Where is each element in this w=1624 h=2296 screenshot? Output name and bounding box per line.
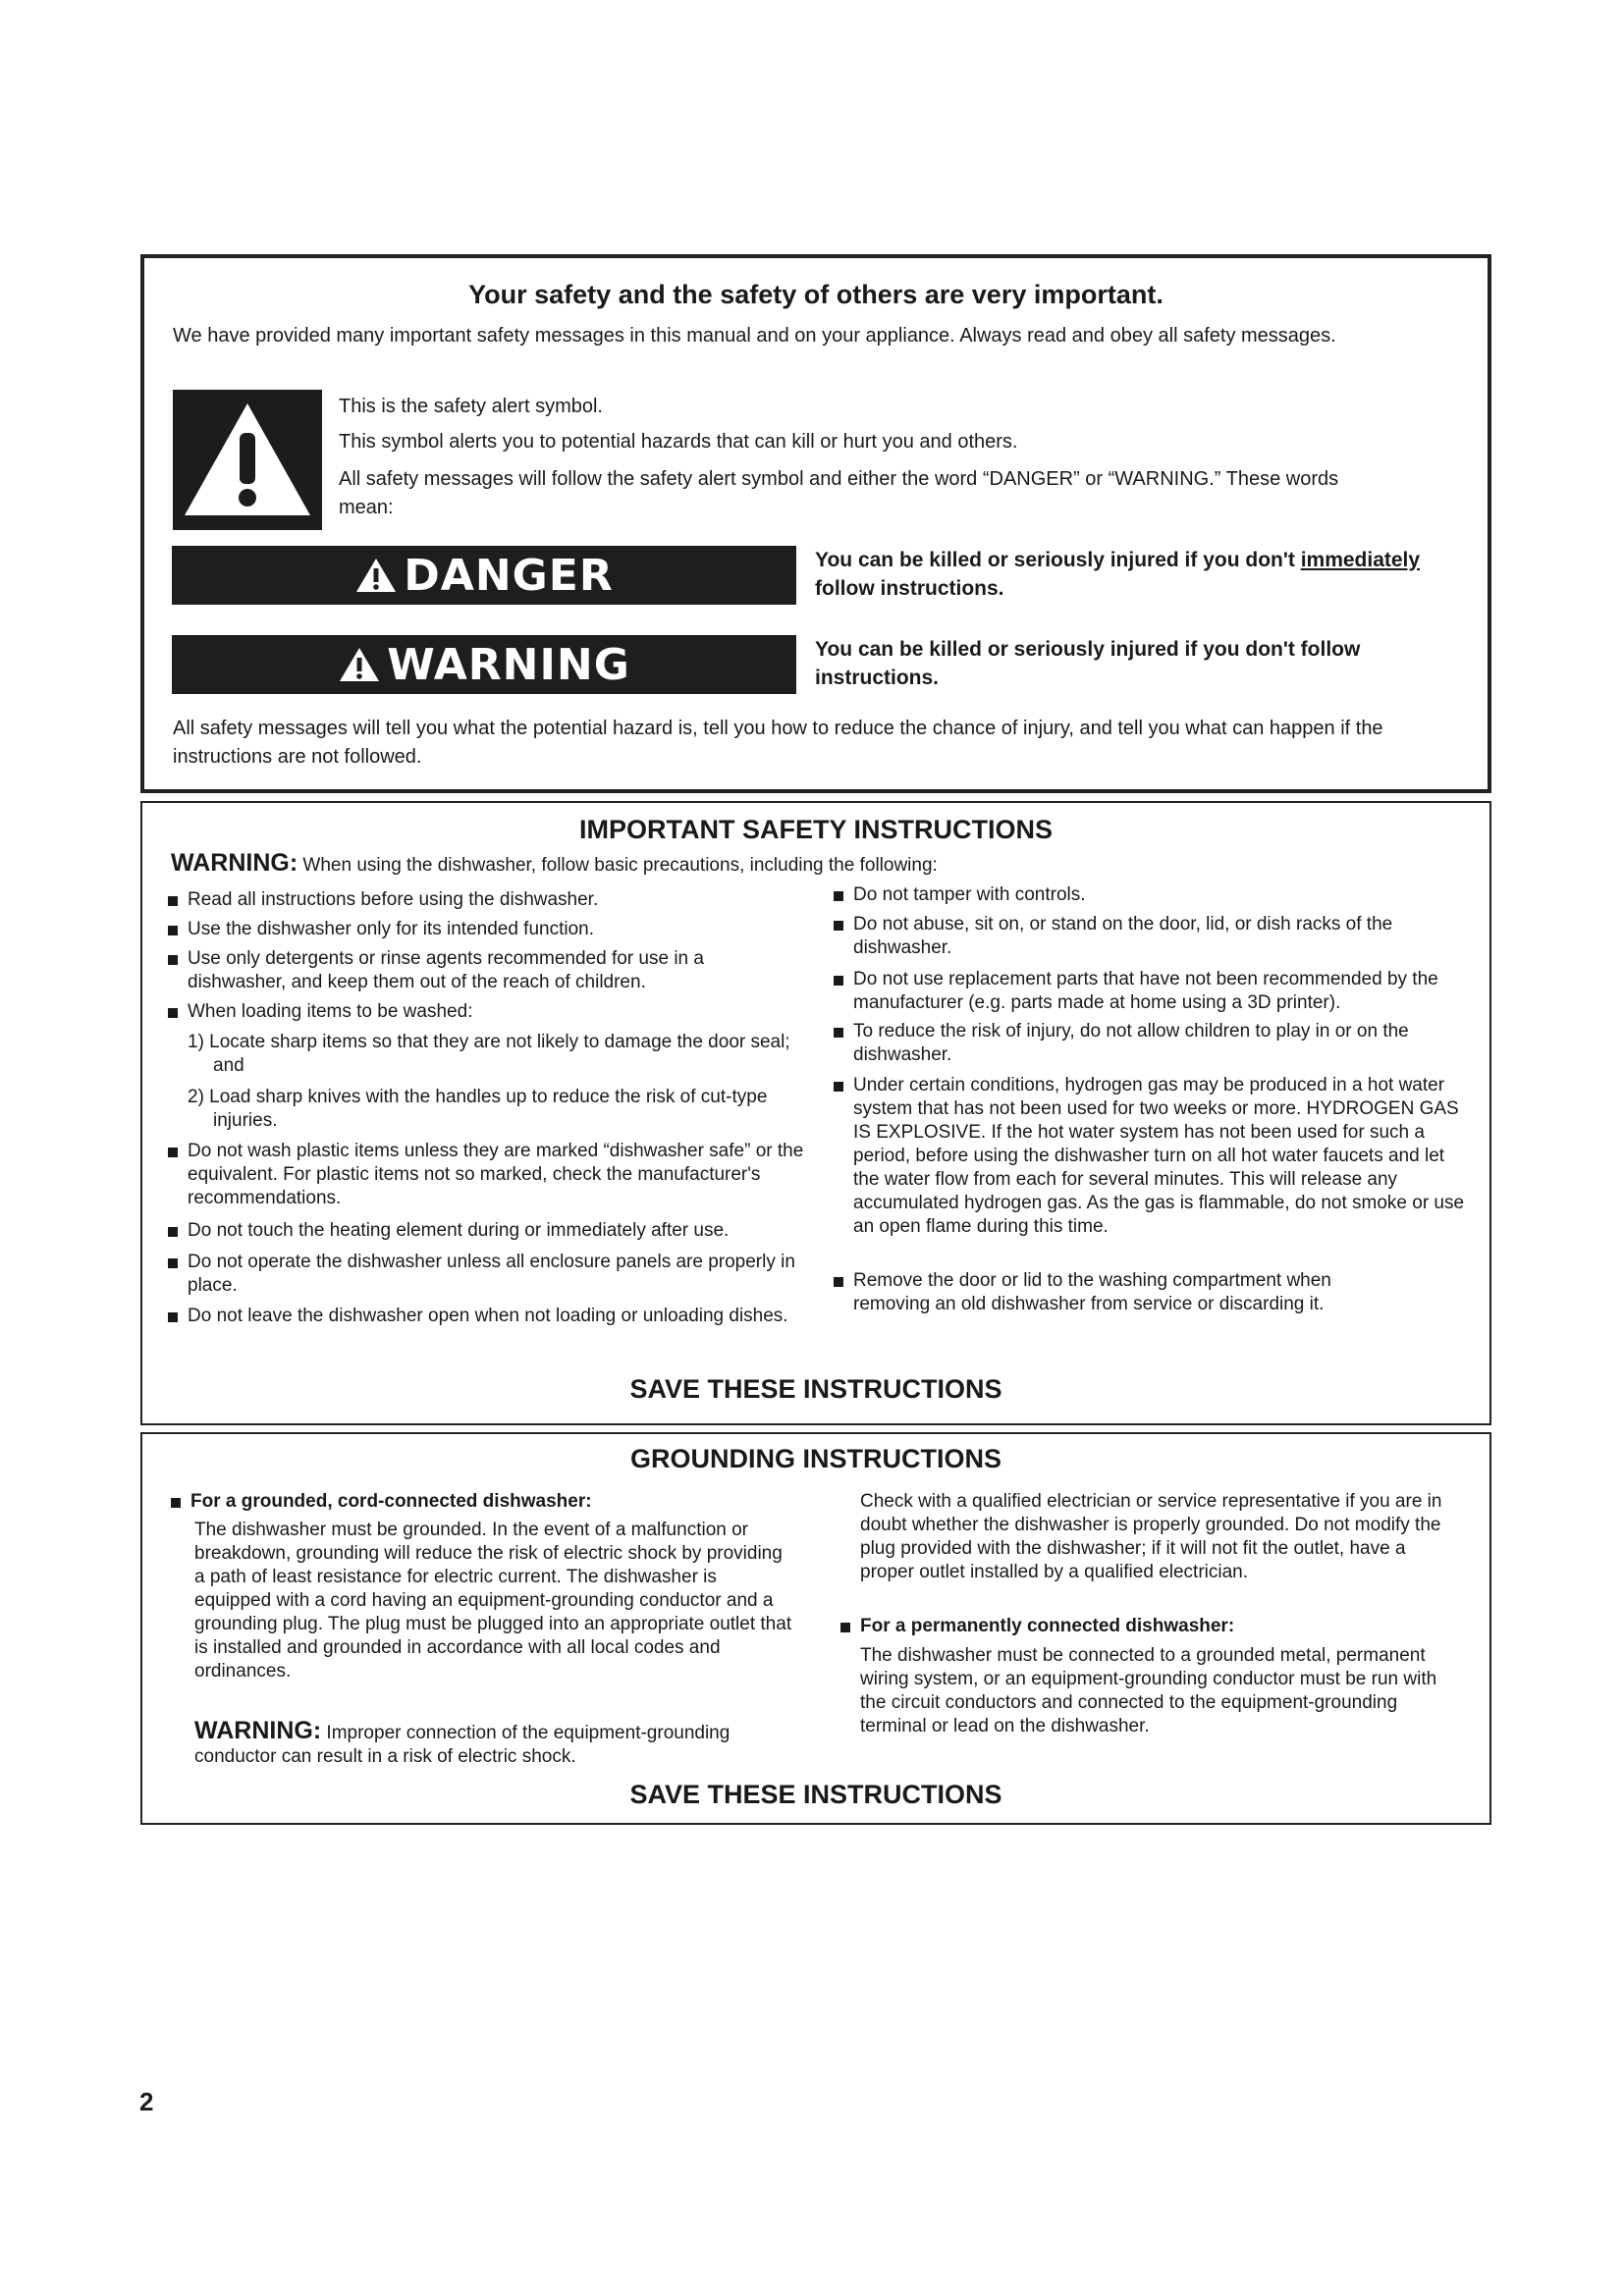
page-number: 2 [139,2087,154,2116]
isi-save: SAVE THESE INSTRUCTIONS [629,1374,1002,1404]
danger-alert-icon [354,557,398,594]
warning-alert-icon [338,646,381,683]
isi-left-item: Do not operate the dishwasher unless all enclosure panels are properly in place. [168,1251,796,1298]
danger-bar [172,546,796,605]
isi-left-item: Use the dishwasher only for its intended function. [168,918,816,941]
symbol-line-2: This symbol alerts you to potential hazards that can kill or hurt you and others. [339,431,1018,453]
grounding-title: GROUNDING INSTRUCTIONS [630,1444,1001,1473]
safety-footer: All safety messages will tell you what the potential hazard is, tell you how to reduce the chance of injury, and tell you what can happen if the instructions are not followed. [173,718,1383,768]
isi-right-item: Do not tamper with controls. [834,883,1482,907]
check-text: Check with a qualified electrician or service representative if you are in doubt whether the dishwasher is properly grounded. Do not modify the plug provided with the dishwasher; if it will not fit the outlet, have a proper outlet installed by a qualified electrician. [860,1491,1442,1582]
symbol-line-3: All safety messages will follow the safety alert symbol and either the word “DANGER” or “WARNING.” These words mean: [339,468,1339,518]
safety-title: Your safety and the safety of others are very important. [468,280,1164,309]
safety-intro: We have provided many important safety messages in this manual and on your appliance. Always read and obey all safety messages. [173,325,1336,347]
isi-left-item: Do not leave the dishwasher open when not loading or unloading dishes. [168,1305,836,1328]
isi-left-item: Read all instructions before using the dishwasher. [168,888,816,912]
isi-title: IMPORTANT SAFETY INSTRUCTIONS [578,815,1053,844]
isi-right-item: Do not use replacement parts that have not been recommended by the manufacturer (e.g. parts made at home using a 3D printer). [834,968,1487,1015]
isi-left-subitem: 2) Load sharp knives with the handles up to reduce the risk of cut-type injuries. [188,1087,768,1131]
cord-text: The dishwasher must be grounded. In the event of a malfunction or breakdown, grounding will reduce the risk of electric shock by providing a path of least resistance for electric current. The dishwasher is equipped with a cord having an equipment-grounding conductor and a grounding plug. The plug must be plugged into an appropriate outlet that is installed and grounded in accordance with all local codes and ordinances. [194,1520,792,1682]
isi-left-item: Do not wash plastic items unless they are marked “dishwasher safe” or the equivalent. For plastic items not so marked, check the manufacturer's recommendations. [168,1140,806,1210]
safety-alert-icon [173,390,322,530]
perm-text: The dishwasher must be connected to a grounded metal, permanent wiring system, or an equipment-grounding conductor must be run with the circuit conductors and connected to the equipment-grounding terminal or lead on the dishwasher. [860,1645,1437,1736]
isi-warning: WARNING: When using the dishwasher, follow basic precautions, including the following: [171,849,938,877]
isi-right-item: Do not abuse, sit on, or stand on the door, lid, or dish racks of the dishwasher. [834,913,1472,960]
isi-right-item: To reduce the risk of injury, do not allow children to play in or on the dishwasher. [834,1020,1472,1067]
grounding-warning: WARNING: Improper connection of the equipment-grounding conductor can result in a risk of electric shock. [194,1717,731,1767]
perm-heading: For a permanently connected dishwasher: [840,1615,1479,1638]
safety-message-box [140,254,1491,793]
warning-description: You can be killed or seriously injured if you don't follow instructions. [815,638,1361,689]
warning-bar [172,635,796,694]
symbol-line-1: This is the safety alert symbol. [339,396,603,417]
isi-right-item: Under certain conditions, hydrogen gas may be produced in a hot water system that has not been used for two weeks or more. HYDROGEN GAS IS EXPLOSIVE. If the hot water system has not been used for such a period, before using the dishwasher turn on all hot water faucets and let the water flow from each for several minutes. This will release any accumulated hydrogen gas. As the gas is flammable, do not smoke or use an open flame during this time. [834,1074,1472,1239]
isi-left-item: Do not touch the heating element during or immediately after use. [168,1219,836,1243]
danger-label: DANGER [404,550,614,601]
grounding-save: SAVE THESE INSTRUCTIONS [629,1780,1002,1809]
grounding-instructions [140,1432,1491,1825]
cord-heading: For a grounded, cord-connected dishwasher: [171,1490,809,1514]
isi-left-item: Use only detergents or rinse agents recommended for use in a dishwasher, and keep them out of the reach of children. [168,947,796,994]
isi-left-item: When loading items to be washed: [168,1000,816,1024]
isi-left-subitem: 1) Locate sharp items so that they are not likely to damage the door seal; and [188,1032,790,1076]
warning-label: WARNING [387,639,630,690]
important-safety-instructions [140,801,1491,1425]
isi-right-item: Remove the door or lid to the washing compartment when removing an old dishwasher from service or discarding it. [834,1269,1383,1316]
danger-description: You can be killed or seriously injured if you don't immediately follow instructions. [815,549,1421,600]
